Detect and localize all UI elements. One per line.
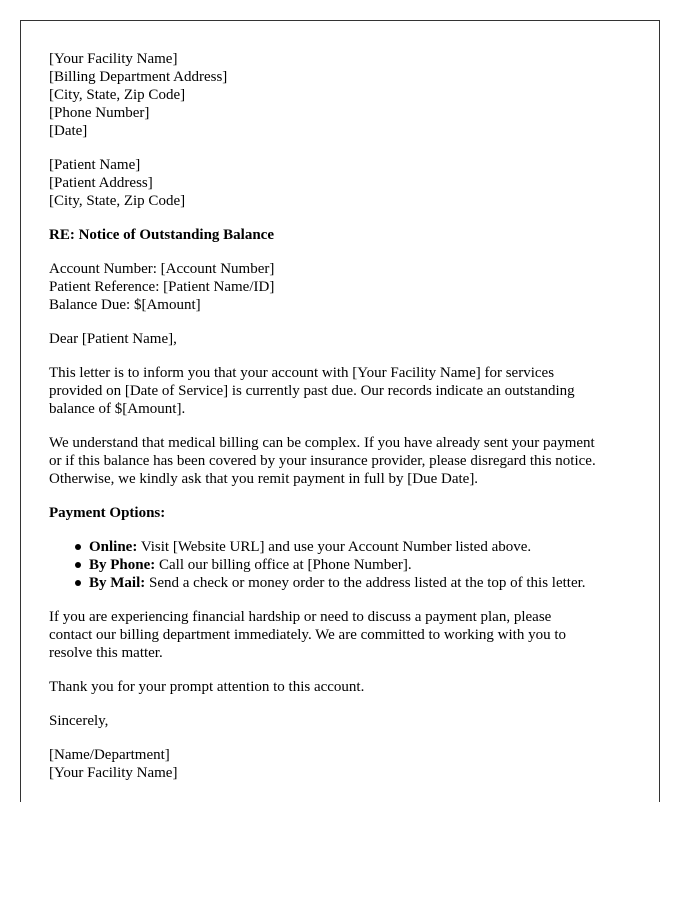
letter-page bbox=[20, 20, 660, 802]
hardship-line: contact our billing department immediately. We are committed to working with you to bbox=[49, 627, 567, 643]
sender-address-block bbox=[49, 50, 631, 140]
payment-option-phone bbox=[89, 556, 631, 574]
account-details bbox=[49, 260, 631, 314]
sender-address: [Billing Department Address] bbox=[49, 69, 228, 85]
signature-block bbox=[49, 746, 631, 782]
notice-line: This letter is to inform you that your account with [Your Facility Name] for services bbox=[49, 365, 555, 381]
notice-line: balance of $[Amount]. bbox=[49, 401, 186, 417]
hardship-line: resolve this matter. bbox=[49, 645, 163, 661]
bullet-icon bbox=[75, 544, 81, 550]
sender-phone: [Phone Number] bbox=[49, 105, 150, 121]
closing-line: Sincerely, bbox=[49, 713, 109, 729]
payment-option-text: Call our billing office at [Phone Number]. bbox=[155, 557, 412, 573]
hardship-paragraph bbox=[49, 608, 631, 662]
hardship-line: If you are experiencing financial hardship or need to discuss a payment plan, please bbox=[49, 609, 552, 625]
notice-paragraph bbox=[49, 364, 631, 418]
recipient-address: [Patient Address] bbox=[49, 175, 153, 191]
recipient-city-state-zip: [City, State, Zip Code] bbox=[49, 193, 186, 209]
recipient-address-block bbox=[49, 156, 631, 210]
signature-name: [Name/Department] bbox=[49, 747, 170, 763]
account-number: Account Number: [Account Number] bbox=[49, 261, 275, 277]
payment-option-label: Online: bbox=[89, 539, 138, 555]
payment-options-heading: Payment Options: bbox=[49, 505, 166, 521]
thank-you-line: Thank you for your prompt attention to this account. bbox=[49, 679, 365, 695]
payment-option-text: Send a check or money order to the address listed at the top of this letter. bbox=[145, 575, 586, 591]
balance-due: Balance Due: $[Amount] bbox=[49, 297, 201, 313]
payment-option-mail bbox=[89, 574, 631, 592]
bullet-icon bbox=[75, 562, 81, 568]
billing-paragraph bbox=[49, 434, 631, 488]
payment-option-text: Visit [Website URL] and use your Account Number listed above. bbox=[137, 539, 532, 555]
patient-reference: Patient Reference: [Patient Name/ID] bbox=[49, 279, 275, 295]
payment-option-label: By Phone: bbox=[89, 557, 156, 573]
payment-option-online bbox=[89, 538, 631, 556]
notice-line: provided on [Date of Service] is currently past due. Our records indicate an outstanding bbox=[49, 383, 575, 399]
billing-line: Otherwise, we kindly ask that you remit payment in full by [Due Date]. bbox=[49, 471, 479, 487]
payment-options-list bbox=[49, 538, 631, 592]
bullet-icon bbox=[75, 580, 81, 586]
sender-city-state-zip: [City, State, Zip Code] bbox=[49, 87, 186, 103]
sender-facility-name: [Your Facility Name] bbox=[49, 51, 178, 67]
salutation: Dear [Patient Name], bbox=[49, 331, 177, 347]
billing-line: We understand that medical billing can be complex. If you have already sent your payment bbox=[49, 435, 595, 451]
letter-date: [Date] bbox=[49, 123, 88, 139]
recipient-name: [Patient Name] bbox=[49, 157, 141, 173]
signature-facility: [Your Facility Name] bbox=[49, 765, 178, 781]
payment-option-label: By Mail: bbox=[89, 575, 146, 591]
billing-line: or if this balance has been covered by your insurance provider, please disregard this notice. bbox=[49, 453, 596, 469]
subject-line: RE: Notice of Outstanding Balance bbox=[49, 227, 274, 243]
